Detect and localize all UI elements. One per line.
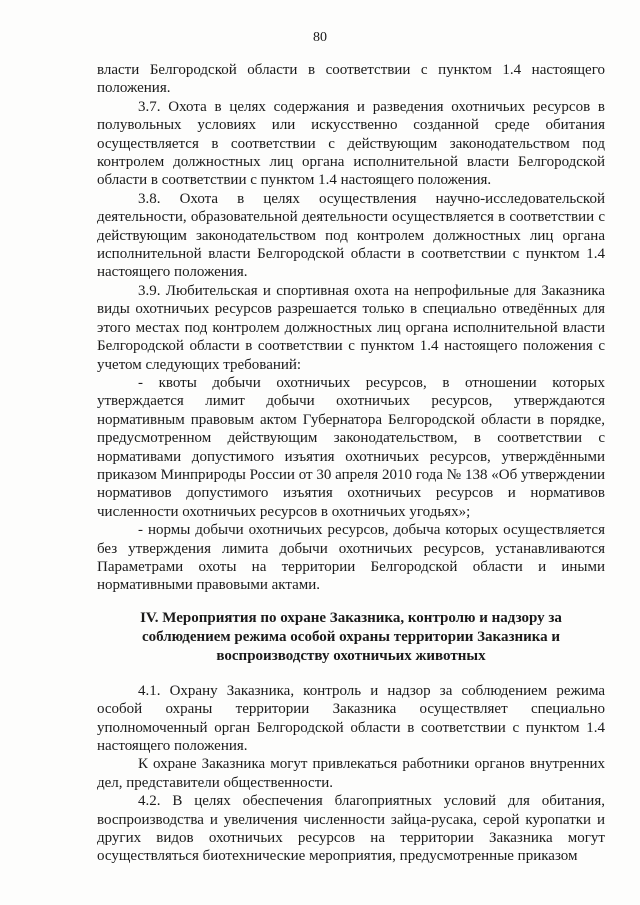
paragraph: - нормы добычи охотничьих ресурсов, добыча которых осуществляется без утверждения лимита добычи охотничьих ресурсов, устанавливаются Параметрами охоты на территории Белгородской области и иными нормативными правовыми актами. (97, 522, 605, 594)
paragraph: 4.1. Охрану Заказника, контроль и надзор за соблюдением режима особой охраны территории Заказника осуществляет специально уполномоченный орган Белгородской области в соответствии с пунктом 1.4 настоящего положения. (97, 682, 605, 754)
paragraph: власти Белгородской области в соответствии с пунктом 1.4 настоящего положения. (97, 62, 605, 97)
paragraph: К охране Заказника могут привлекаться работники органов внутренних дел, представители общественности. (97, 756, 605, 791)
paragraph: 3.9. Любительская и спортивная охота на непрофильные для Заказника виды охотничьих ресурсов разрешается только в специально отведённых для этого местах под контролем должностных лиц органа исполнительной власти Белгородской области в соответствии с пунктом 1.4 настоящего положения с учетом следующих требований: (97, 282, 605, 373)
page-number: 80 (313, 30, 327, 45)
document-body (97, 61, 605, 866)
paragraph: 3.7. Охота в целях содержания и разведения охотничьих ресурсов в полувольных условиях или искусственно созданной среде обитания осуществляется в соответствии с действующим законодательством под контролем должностных лиц органа исполнительной власти Белгородской области в соответствии с пунктом 1.4 настоящего положения. (97, 98, 605, 189)
paragraph: - квоты добычи охотничьих ресурсов, в отношении которых утверждается лимит добычи охотничьих ресурсов, утверждаются нормативным правовым актом Губернатора Белгородской области в порядке, предусмотренном действующим законодательством, в соответствии с нормативами допустимого изъятия охотничьих ресурсов, утверждёнными приказом Минприроды России от 30 апреля 2010 года № 138 «Об утверждении нормативов допустимого изъятия охотничьих ресурсов и нормативов численности охотничьих ресурсов в охотничьих угодьях»; (97, 374, 605, 520)
paragraph: 4.2. В целях обеспечения благоприятных условий для обитания, воспроизводства и увеличения численности зайца-русака, серой куропатки и других видов охотничьих ресурсов на территории Заказника могут осуществляться биотехнические мероприятия, предусмотренные приказом (97, 793, 605, 865)
section-heading: IV. Мероприятия по охране Заказника, контролю и надзору за соблюдением режима особой охраны территории Заказника и воспроизводству охотничьих животных (140, 609, 562, 664)
paragraph: 3.8. Охота в целях осуществления научно-исследовательской деятельности, образовательной деятельности осуществляется в соответствии с действующим законодательством под контролем должностных лиц органа исполнительной власти Белгородской области в соответствии с пунктом 1.4 настоящего положения. (97, 190, 605, 281)
